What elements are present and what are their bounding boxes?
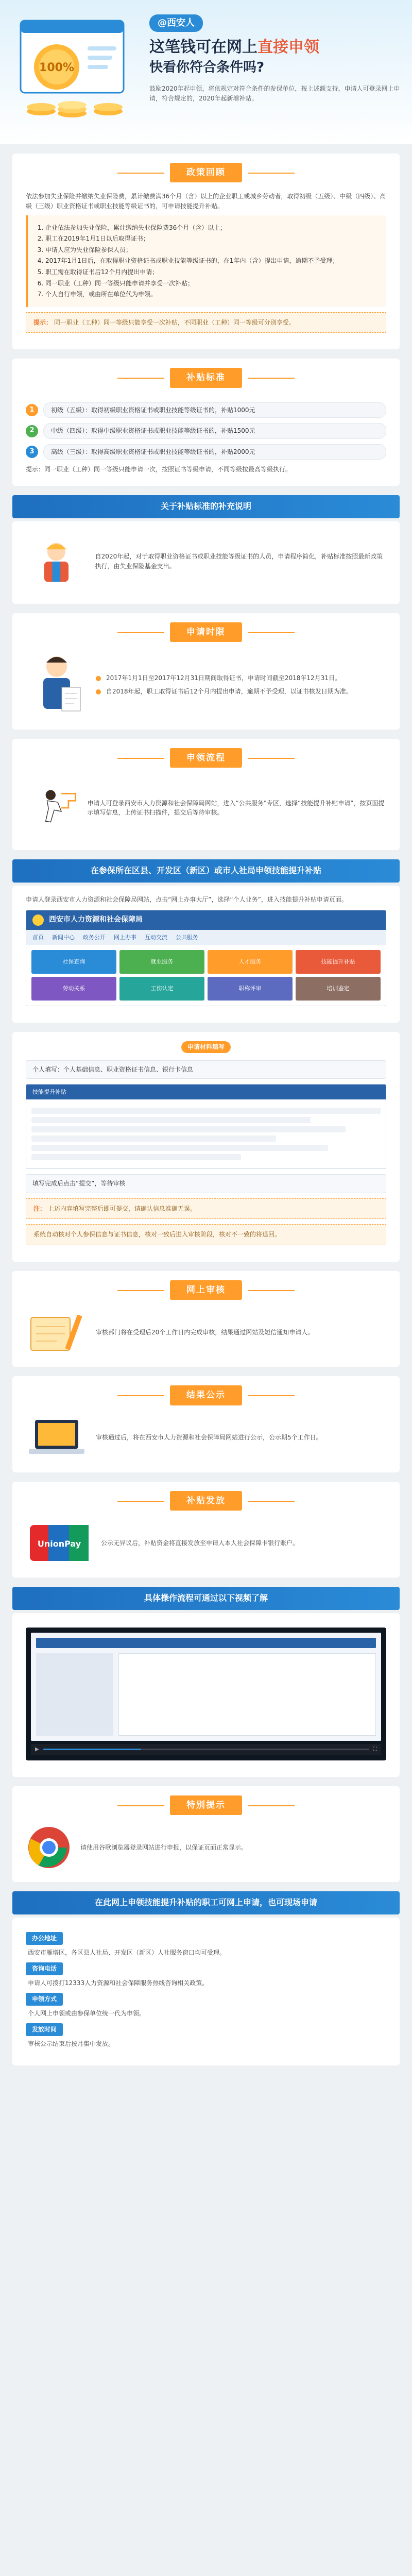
standard-section <box>12 359 400 486</box>
policy-section <box>12 154 400 349</box>
emblem-icon <box>32 914 44 926</box>
hero-banner <box>0 0 412 144</box>
pay-text: 公示无异议后，补贴资金将直接发放至申请人本人社会保障卡银行账户。 <box>101 1539 299 1547</box>
hero-description: 鼓励2020年起申领，将依规定对符合条件的参保单位，按上述额支持，申请人可登录网上申请，符合规定的，2020年起新增补贴。 <box>149 85 400 103</box>
policy-item: 1. 企业依法参加失业保险，累计缴纳失业保险费36个月（含）以上； <box>45 223 378 233</box>
faq-item <box>26 2023 386 2048</box>
svg-text:UnionPay: UnionPay <box>37 1538 81 1549</box>
website-nav-item[interactable]: 新闻中心 <box>52 934 75 941</box>
form-header <box>26 1084 386 1099</box>
standard-note: 提示：同一职业（工种）同一等级只能申请一次，按照证书等级申请，不同等级按最高等级执行。 <box>26 466 292 473</box>
person-document-icon <box>26 651 88 718</box>
standard-num: 2 <box>26 425 38 437</box>
publicity-section <box>12 1376 400 1472</box>
hero-tag: @西安人 <box>149 14 203 32</box>
fill-pill: 申请材料填写 <box>181 1041 231 1053</box>
change-banner: 关于补贴标准的补充说明 <box>12 495 400 518</box>
process-text: 申请人可登录西安市人力资源和社会保障局网站，进入“公共服务”专区，选择“技能提升补贴申请”，按页面提示填写信息，上传证书扫描件，提交后等待审核。 <box>87 799 385 817</box>
website-nav-item[interactable]: 互动交流 <box>145 934 167 941</box>
pay-title: 补贴发放 <box>170 1491 242 1511</box>
video-player[interactable] <box>26 1628 386 1760</box>
standard-num: 1 <box>26 404 38 416</box>
change-text: 自2020年起，对于取得职业资格证书或职业技能等级证书的人员，申请程序简化，补贴标准按照最新政策执行，由失业保险基金支出。 <box>95 553 383 570</box>
website-tile[interactable]: 就业服务 <box>119 950 204 974</box>
online-banner: 在参保所在区县、开发区（新区）或市人社局申领技能提升补贴 <box>12 859 400 883</box>
worker-illustration-icon <box>26 531 87 592</box>
fill-tip-label: 注： <box>33 1205 46 1212</box>
faq-question: 发放时间 <box>26 2023 63 2036</box>
faq-answer: 个人网上申领或由参保单位统一代为申领。 <box>28 2009 146 2017</box>
faq-section <box>12 1918 400 2065</box>
fill-step: 个人填写：个人基础信息、职业资格证书信息、银行卡信息 <box>26 1060 386 1079</box>
video-banner: 具体操作流程可通过以下视频了解 <box>12 1587 400 1610</box>
policy-item: 7. 个人自行申领，或由所在单位代为申领。 <box>45 290 378 299</box>
svg-text:100%: 100% <box>39 61 74 74</box>
faq-banner: 在此网上申领技能提升补贴的职工可网上申请，也可现场申请 <box>12 1891 400 1914</box>
faq-answer: 审核公示结束后按月集中发放。 <box>28 2040 115 2048</box>
faq-question: 办公地址 <box>26 1932 63 1945</box>
pay-section <box>12 1482 400 1578</box>
website-tile[interactable]: 培训鉴定 <box>296 977 381 1001</box>
standard-text: 初级（五级）：取得初级职业资格证书或职业技能等级证书的，补贴1000元 <box>43 402 386 418</box>
review-text: 审核部门将在受理后20个工作日内完成审核，结果通过网站及短信通知申请人。 <box>96 1328 314 1336</box>
time-section <box>12 613 400 730</box>
faq-item <box>26 1993 386 2018</box>
fill-tip <box>26 1198 386 1219</box>
standard-row <box>26 423 386 439</box>
policy-item: 5. 职工需在取得证书后12个月内提出申请； <box>45 267 378 277</box>
hero-title-highlight: 直接申领 <box>258 38 319 56</box>
standard-row <box>26 402 386 418</box>
website-nav-item[interactable]: 网上办事 <box>114 934 136 941</box>
time-item: 2017年1月1日至2017年12月31日期间取得证书，申请时间截至2018年12月31日。 <box>106 674 341 682</box>
website-tile[interactable]: 人才服务 <box>208 950 293 974</box>
website-nav <box>26 930 386 945</box>
website-nav-item[interactable]: 公共服务 <box>176 934 198 941</box>
notebook-pencil-icon <box>26 1309 88 1355</box>
faq-answer: 西安市雁塔区，各区县人社局、开发区（新区）人社服务窗口均可受理。 <box>28 1948 226 1956</box>
fill-section <box>12 1032 400 1262</box>
faq-question: 申领方式 <box>26 1993 63 2006</box>
browser-text: 请使用谷歌浏览器登录网站进行申报，以保证页面正常显示。 <box>80 1843 248 1851</box>
publicity-text: 审核通过后，将在西安市人力资源和社会保障局网站进行公示，公示期5个工作日。 <box>96 1434 322 1442</box>
website-tile-grid <box>26 945 386 1006</box>
hero-subtitle: 快看你符合条件吗? <box>149 59 265 75</box>
browser-title: 特别提示 <box>170 1795 242 1815</box>
website-tile[interactable]: 职称评审 <box>208 977 293 1001</box>
standard-text: 高级（三级）：取得高级职业资格证书或职业技能等级证书的，补贴2000元 <box>43 444 386 460</box>
website-nav-item[interactable]: 政务公开 <box>83 934 106 941</box>
hero-title-a: 这笔钱可在网上 <box>149 38 258 56</box>
website-tile[interactable]: 劳动关系 <box>31 977 116 1001</box>
video-section <box>12 1613 400 1777</box>
time-item: 自2018年起，职工取得证书后12个月内提出申请，逾期不予受理，以证书核发日期为准。 <box>106 688 352 696</box>
form-screenshot <box>26 1084 386 1169</box>
money-illustration-icon <box>10 10 144 129</box>
browser-section <box>12 1786 400 1882</box>
form-body <box>26 1099 386 1168</box>
chrome-browser-icon <box>26 1824 72 1871</box>
website-screenshot <box>26 910 386 1006</box>
policy-tip <box>26 312 386 333</box>
policy-item: 6. 同一职业（工种）同一等级只能申请并享受一次补贴； <box>45 279 378 289</box>
review-title: 网上审核 <box>170 1280 242 1300</box>
video-controls[interactable] <box>31 1744 381 1755</box>
process-section <box>12 739 400 850</box>
fullscreen-icon[interactable]: ⛶ <box>373 1747 377 1753</box>
policy-tip-text: 同一职业（工种）同一等级只能享受一次补贴，不同职业（工种）同一等级可分别享受。 <box>54 318 295 326</box>
policy-intro: 依法参加失业保险并缴纳失业保险费，累计缴费满36个月（含）以上的企业职工或城乡劳动者，取得初级（五级）、中级（四级）、高级（三级）职业资格证书或职业技能等级证书的，可申请技能提升补贴。 <box>26 193 386 210</box>
standard-num: 3 <box>26 446 38 458</box>
website-tile[interactable]: 社保查询 <box>31 950 116 974</box>
online-intro: 申请人登录西安市人力资源和社会保障局网站，点击“网上办事大厅”，选择“个人业务”，进入技能提升补贴申请页面。 <box>26 896 348 904</box>
fill-step: 填写完成后点击“提交”，等待审核 <box>26 1174 386 1193</box>
website-tile[interactable]: 工伤认定 <box>119 977 204 1001</box>
policy-title: 政策回顾 <box>170 163 242 182</box>
running-person-icon <box>26 777 79 839</box>
form-header-title: 技能提升补贴 <box>32 1089 66 1096</box>
fill-tip2-text: 系统自动核对个人参保信息与证书信息，核对一致后进入审核阶段，核对不一致的将退回。 <box>33 1231 281 1239</box>
faq-item <box>26 1932 386 1957</box>
publicity-title: 结果公示 <box>170 1385 242 1405</box>
faq-answer: 申请人可拨打12333人力资源和社会保障服务热线咨询相关政策。 <box>28 1979 209 1987</box>
website-title: 西安市人力资源和社会保障局 <box>49 916 143 924</box>
process-title: 申领流程 <box>170 748 242 768</box>
faq-item <box>26 1962 386 1988</box>
standard-text: 中级（四级）：取得中级职业资格证书或职业技能等级证书的，补贴1500元 <box>43 423 386 439</box>
video-frame <box>31 1633 381 1741</box>
standard-row <box>26 444 386 460</box>
review-section <box>12 1271 400 1367</box>
hero-title <box>149 37 402 57</box>
fill-tip-text: 上述内容填写完整后即可提交，请确认信息准确无误。 <box>47 1205 196 1212</box>
policy-item: 2. 职工在2019年1月1日以后取得证书； <box>45 234 378 244</box>
laptop-icon <box>26 1415 88 1461</box>
website-tile[interactable]: 技能提升补贴 <box>296 950 381 974</box>
play-icon[interactable]: ▶ <box>35 1747 39 1753</box>
standard-title: 补贴标准 <box>170 368 242 387</box>
faq-question: 咨询电话 <box>26 1962 63 1975</box>
website-header <box>26 910 386 930</box>
policy-item: 3. 申请人应为失业保险参保人员； <box>45 245 378 255</box>
policy-list <box>26 215 386 307</box>
fill-tip2 <box>26 1224 386 1245</box>
bank-card-icon <box>26 1520 93 1566</box>
time-title: 申请时限 <box>170 622 242 642</box>
policy-tip-label: 提示： <box>33 318 53 326</box>
website-nav-item[interactable]: 首页 <box>32 934 44 941</box>
change-section <box>12 521 400 604</box>
online-section <box>12 886 400 1023</box>
policy-item: 4. 2017年1月1日后，在取得职业资格证书或职业技能等级证书的，在1年内（含）提出申请，逾期不予受理； <box>45 256 378 266</box>
